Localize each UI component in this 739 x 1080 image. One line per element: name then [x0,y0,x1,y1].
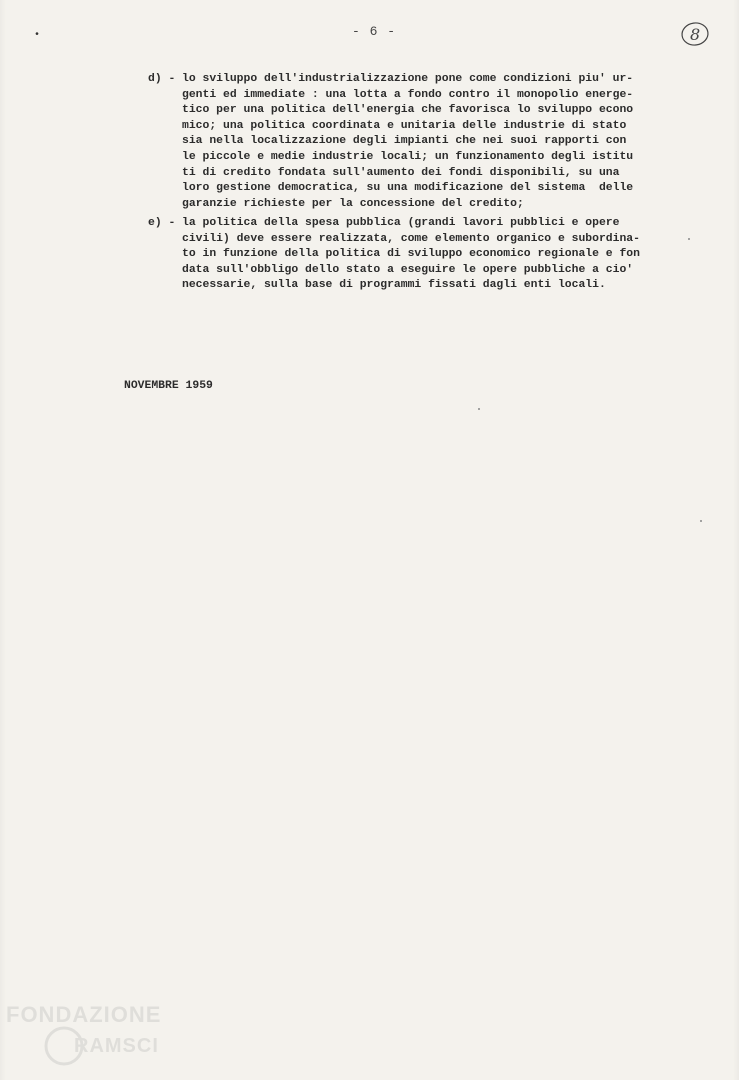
archive-watermark [4,998,204,1068]
paper-speck [688,238,690,240]
text-line: tico per una politica dell'energia che favorisca lo sviluppo econo [182,104,634,117]
text-line: sia nella localizzazione degli impianti che nei suoi rapporti con [182,135,627,148]
watermark-logo-icon [4,998,204,1068]
text-line: to in funzione della politica di sviluppo economico regionale e fon [182,248,640,261]
text-line: le piccole e medie industrie locali; un funzionamento degli istitu [182,150,634,163]
bullet-mark: • [34,30,41,41]
circled-number-icon [680,20,710,48]
text-line: loro gestione democratica, su una modificazione del sistema delle [182,182,634,195]
text-line: necessarie, sulla base di programmi fissati dagli enti locali. [182,279,606,292]
section-e-marker: e) - [148,217,176,229]
document-date: NOVEMBRE 1959 [124,380,213,392]
svg-text:RAMSCI: RAMSCI [74,1035,159,1057]
section-e [148,216,668,294]
text-line: genti ed immediate : una lotta a fondo contro il monopolio energe- [182,88,634,101]
section-d [148,72,668,212]
text-line: ti di credito fondata sull'aumento dei fondi disponibili, su una [182,166,620,179]
paper-speck [700,520,702,522]
page-number: - 6 - [352,24,397,39]
section-e-text [182,216,668,294]
text-line: civili) deve essere realizzata, come elemento organico e subordina- [182,232,640,245]
text-line: la politica della spesa pubblica (grandi lavori pubblici e opere [182,217,620,229]
svg-text:FONDAZIONE: FONDAZIONE [6,1002,162,1027]
paper-speck [478,408,480,410]
section-d-text [182,72,668,212]
text-line: mico; una politica coordinata e unitaria delle industrie di stato [182,119,627,132]
handwritten-page-number [680,20,710,48]
section-d-marker: d) - [148,73,176,85]
text-line: data sull'obbligo dello stato a eseguire le opere pubbliche a cio' [182,263,634,276]
text-line: lo sviluppo dell'industrializzazione pone come condizioni piu' ur- [182,73,634,85]
text-line: garanzie richieste per la concessione del credito; [182,197,524,210]
handwritten-number-text: 8 [690,25,701,44]
